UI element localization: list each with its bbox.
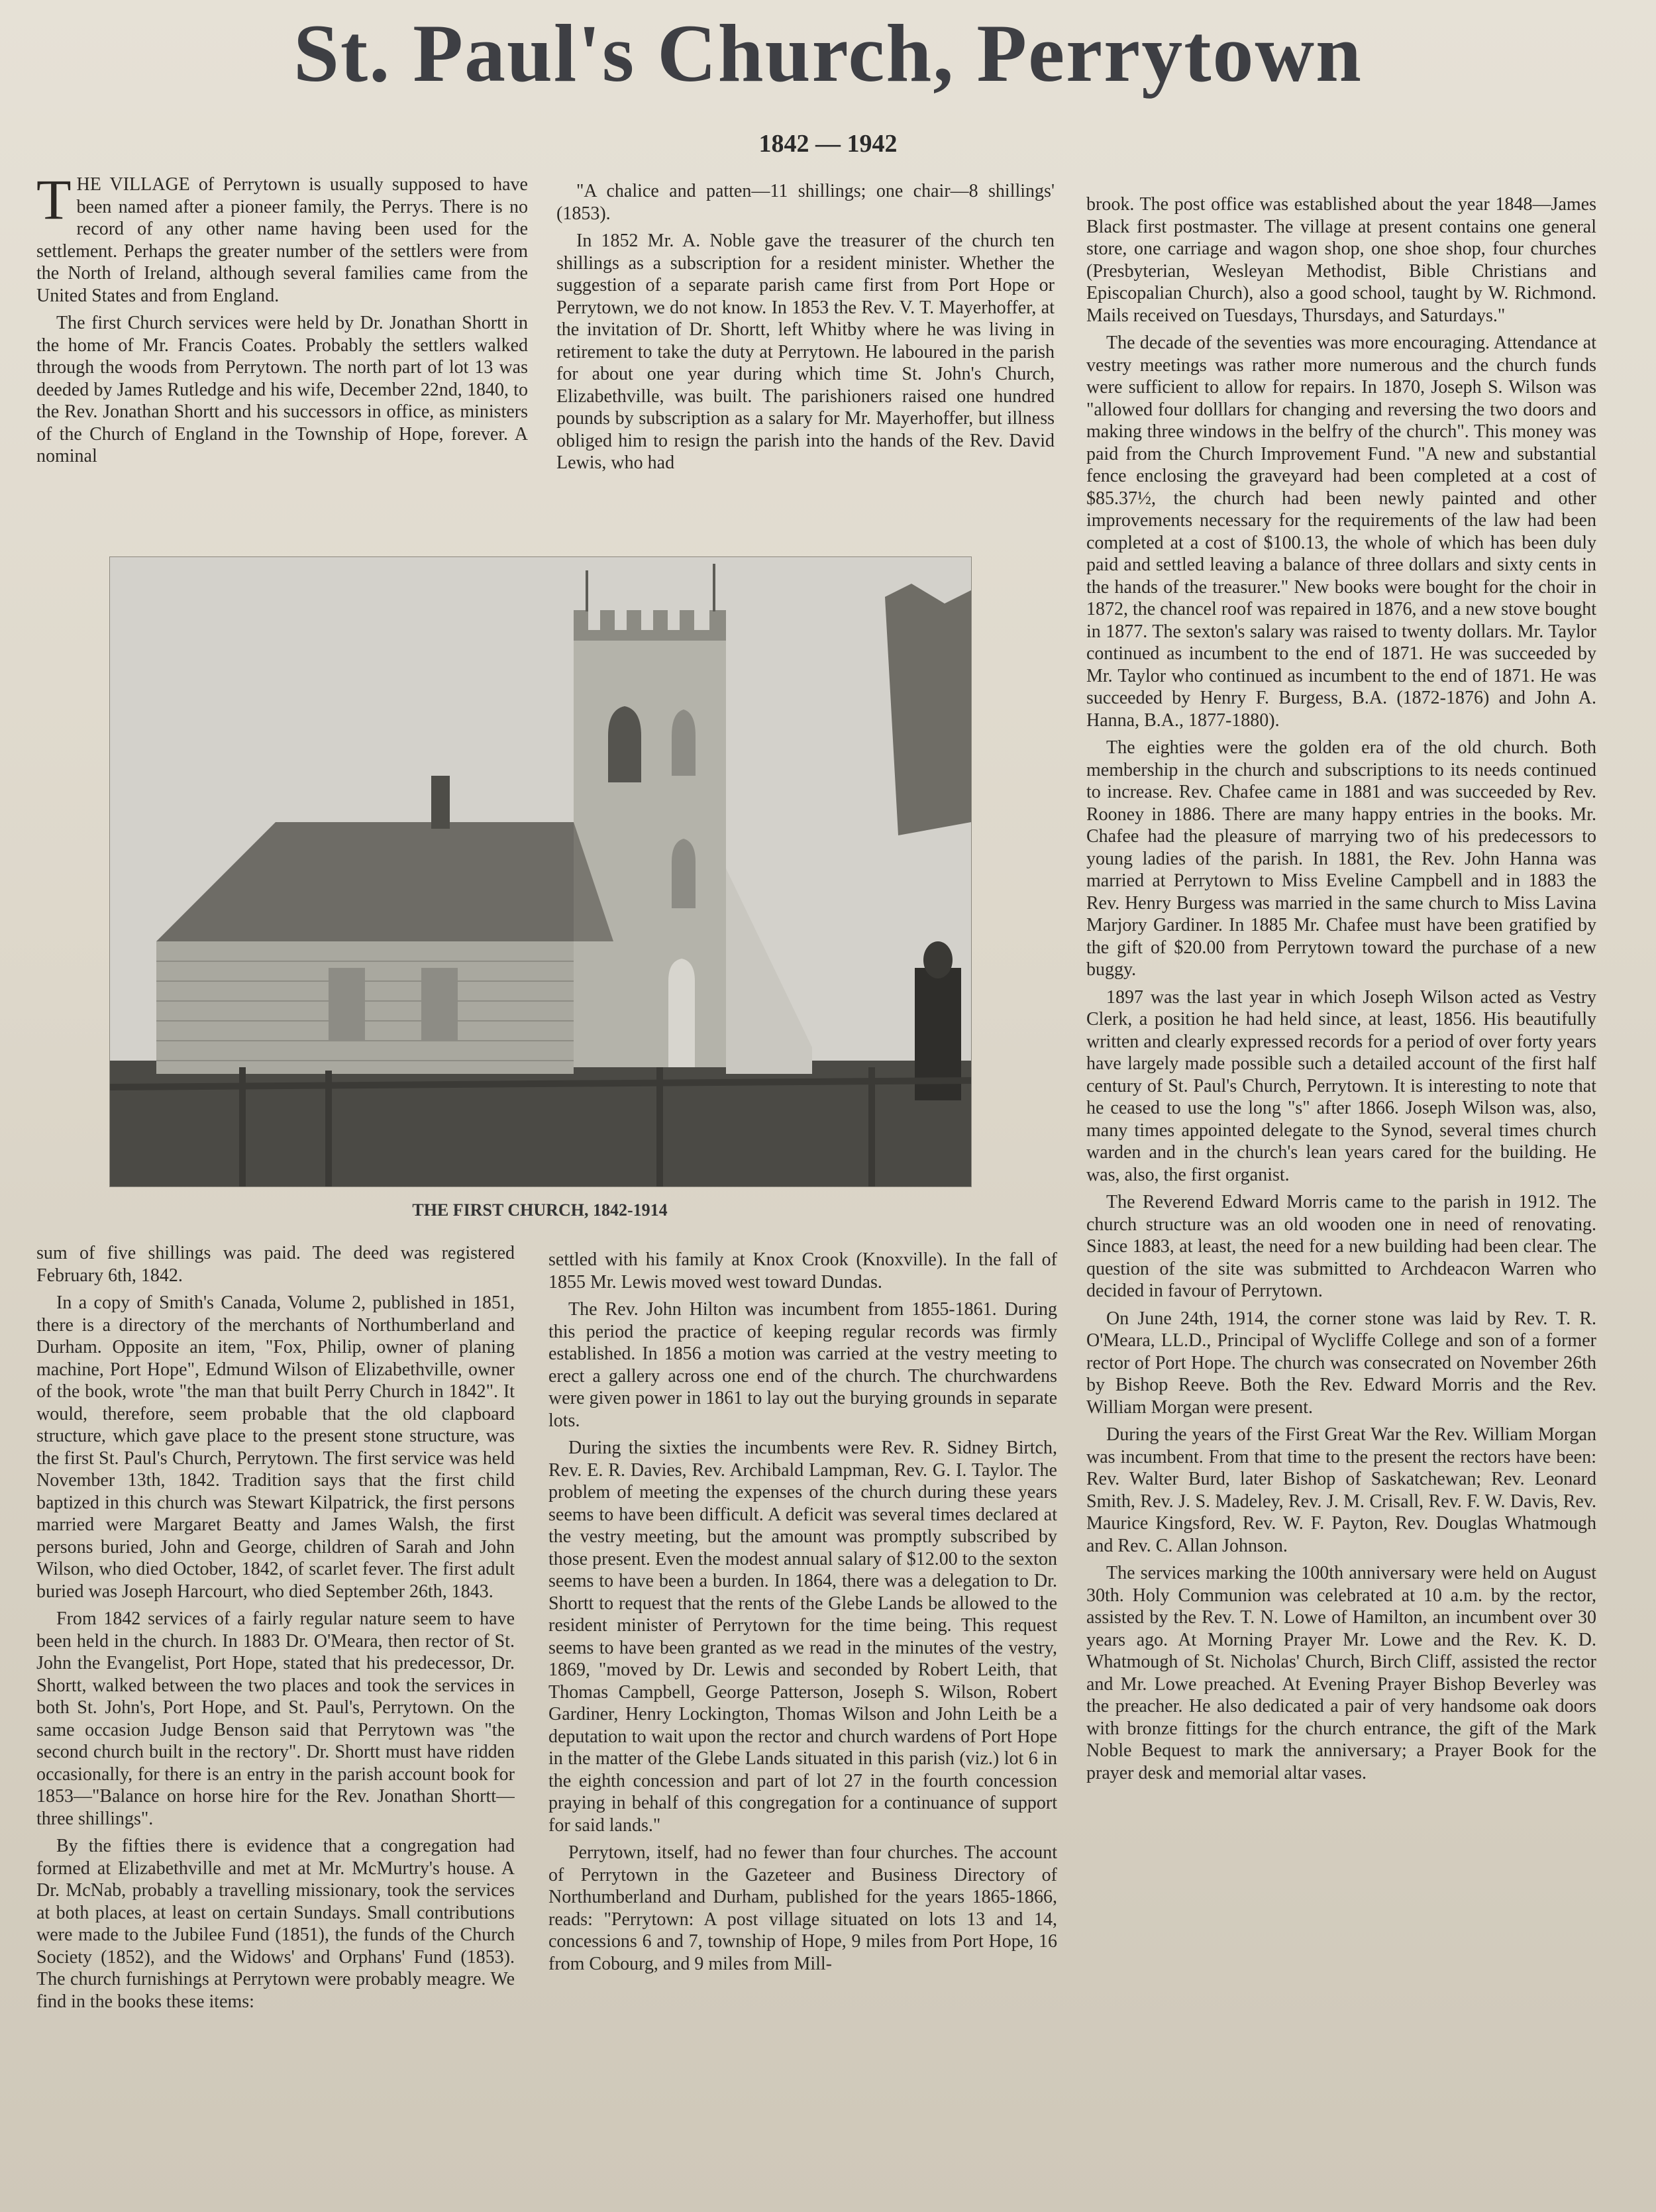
church-illustration xyxy=(110,557,971,1186)
paragraph-text: "A chalice and patten—11 shillings; one chair—8 shillings' (1853). xyxy=(556,181,1055,224)
paragraph-text: sum of five shillings was paid. The deed was registered February 6th, 1842. xyxy=(36,1243,515,1286)
column-2-bottom xyxy=(548,1249,1057,2203)
nave-window xyxy=(421,968,458,1041)
column-3 xyxy=(1086,193,1596,2201)
column-2-top xyxy=(556,180,1055,523)
paragraph-text: The eighties were the golden era of the old church. Both membership in the church and subscriptions to its needs continued to increase. Rev. Chafee came in 1881 and was succeeded by Rev. Rooney in 1886. There are many happy entries in the books. Mr. Chafee had the pleasure of marrying two of his predecessors to young ladies of the parish. In 1881, the Rev. John Hanna was married at Perrytown to Miss Eveline Campbell and in 1883 the Rev. Henry Burgess was married in the same church to Miss Lavina Marjory Gardiner. In 1885 Mr. Chafee must have been gratified by the gift of $20.00 from Perrytown toward the purchase of a new buggy. xyxy=(1086,737,1596,980)
tower-window xyxy=(608,706,641,782)
article-paragraph xyxy=(556,230,1055,474)
chimney xyxy=(431,776,450,829)
article-paragraph xyxy=(36,1835,515,2013)
paragraph-text: The decade of the seventies was more encouraging. Attendance at vestry meetings was rather more numerous and the church funds were sufficient to allow for repairs. In 1870, Joseph S. Wilson was "allowed four dolllars for changing and reversing the two doors and making three windows in the belfry of the church". This money was paid from the Church Improvement Fund. "A new and substantial fence enclosing the graveyard had been completed at a cost of $85.37½, the church had been newly painted and other improvements necessary for the requirements of the law had been completed at a cost of $100.13, the whole of which has been duly paid and settled leaving a balance of three dollars and sixty cents in the hands of the treasurer." New books were bought for the choir in 1872, the chancel roof was repaired in 1876, and a new stove bought in 1877. The sexton's salary was raised to twenty dollars. Mr. Taylor continued as incumbent to the end of 1871. He was succeeded by Mr. Taylor who continued as incumbent to the end of 1871. He was succeeded by Henry F. Burgess, B.A. (1872-1876) and John A. Hanna, B.A., 1877-1880). xyxy=(1086,333,1596,731)
church-tower xyxy=(574,630,726,1067)
paragraph-text: During the years of the First Great War the Rev. William Morgan was incumbent. From that time to the present the rectors have been: Rev. Walter Burd, later Bishop of Saskatchewan; Rev. Leonard Smith, Rev. J. S. Madeley, Rev. J. M. Crisall, Rev. F. W. Davis, Rev. Maurice Kingsford, Rev. W. F. Payton, Rev. Douglas Whatmough and Rev. C. Allan Johnson. xyxy=(1086,1424,1596,1556)
paragraph-text: Perrytown, itself, had no fewer than four churches. The account of Perrytown in the Gazeteer and Business Directory of Northumberland and Durham, published for the years 1865-1866, reads: "Perrytown: A post village situated on lots 13 and 14, concessions 6 and 7, township of Hope, 9 miles from Port Hope, 16 from Cobourg, and 9 miles from Mill- xyxy=(548,1842,1057,1974)
article-paragraph xyxy=(1086,193,1596,327)
article-paragraph xyxy=(548,1298,1057,1432)
page-title: St. Paul's Church, Perrytown xyxy=(293,8,1363,99)
paragraph-text: On June 24th, 1914, the corner stone was laid by Rev. T. R. O'Meara, LL.D., Principal of Wycliffe College and son of a former rector of Port Hope. The church was consecrated on November 26th by Bishop Reeve. Both the Rev. Edward Morris and the Rev. William Morgan were present. xyxy=(1086,1308,1596,1418)
paragraph-text: In a copy of Smith's Canada, Volume 2, published in 1851, there is a directory of the merchants of Northumberland and Durham. Opposite an item, "Fox, Philip, owner of planing machine, Port Hope", Edmund Wilson of Elizabethville, owner of the book, wrote "the man that built Perry Church in 1842". It would, therefore, seem probable that the old clapboard structure, which gave place to the present stone structure, was the first St. Paul's Church, Perrytown. The first service was held November 13th, 1842. Tradition says that the first child baptized in this church was Stewart Kilpatrick, the first persons married were Margaret Beatty and James Walsh, the first persons buried, John and George, children of Sarah and John Wilson, who died October, 1842, of scarlet fever. The first adult buried was Joseph Harcourt, who died September 26th, 1843. xyxy=(36,1292,515,1602)
article-paragraph xyxy=(36,312,528,468)
tower-door xyxy=(668,959,695,1067)
article-paragraph xyxy=(1086,332,1596,731)
paragraph-text: brook. The post office was established about the year 1848—James Black first postmaster. The village at present contains one general store, one carriage and wagon shop, one shoe shop, four churches (Presbyterian, Wesleyan Methodist, Bible Christians and Episcopalian Church), also a good school, taught by W. Richmond. Mails received on Tuesdays, Thursdays, and Saturdays." xyxy=(1086,194,1596,326)
tree-shadow xyxy=(885,584,971,835)
article-paragraph xyxy=(548,1842,1057,1975)
paragraph-text: By the fifties there is evidence that a congregation had formed at Elizabethville and met at Mr. McMurtry's house. A Dr. McNab, probably a travelling missionary, took the services at both places, at least on certain Sundays. Small contributions were made to the Jubilee Fund (1851), the funds of the Church Society (1852), and the Widows' and Orphans' Fund (1853). The church furnishings at Perrytown were probably meagre. We find in the books these items: xyxy=(36,1836,515,2012)
article-paragraph xyxy=(1086,1308,1596,1419)
drop-cap: T xyxy=(36,174,72,231)
article-paragraph xyxy=(1086,1562,1596,1784)
article-paragraph xyxy=(36,1292,515,1603)
paragraph-text: The services marking the 100th anniversary were held on August 30th. Holy Communion was celebrated at 10 a.m. by the rector, assisted by the Rev. T. N. Lowe of Hamilton, an incumbent over 30 years ago. At Morning Prayer Mr. Lowe and the Rev. K. D. Whatmough of St. Nicholas' Church, Birch Cliff, assisted the rector and Mr. Lowe preached. At Evening Prayer Bishop Beverley was the preacher. He also dedicated a pair of very handsome oak doors with bronze fittings for the church entrance, the gift of the Mark Noble Bequest to mark the anniversary; a Prayer Book for the prayer desk and memorial altar vases. xyxy=(1086,1563,1596,1783)
column-1-top xyxy=(36,174,528,523)
photo-caption: THE FIRST CHURCH, 1842-1914 xyxy=(412,1200,668,1220)
article-paragraph xyxy=(1086,1424,1596,1557)
article-paragraph xyxy=(36,174,528,307)
article-paragraph xyxy=(556,180,1055,225)
article-paragraph xyxy=(36,1608,515,1830)
paragraph-text: 1897 was the last year in which Joseph Wilson acted as Vestry Clerk, a position he had held since, at least, 1856. His beautifully written and clearly expressed records for a period of over forty years have largely made possible such a detailed account of the first half century of St. Paul's Church, Perrytown. It is interesting to note that he ceased to use the long "s" after 1866. Joseph Wilson was, also, many times appointed delegate to the Synod, several times church warden and in the church's lean years cared for the building. He was, also, the first organist. xyxy=(1086,986,1596,1185)
paragraph-text: During the sixties the incumbents were Rev. R. Sidney Birtch, Rev. E. R. Davies, Rev. Archibald Lampman, Rev. G. I. Taylor. The problem of meeting the expenses of the church during these years seems to have been difficult. A deficit was several times declared at the vestry meeting, but the amount was promptly subscribed by those present. Even the modest annual salary of $12.00 to the sexton seems to have been a burden. In 1864, there was a delegation to Dr. Shortt to request that the rents of the Glebe Lands be allowed to the resident minister of Perrytown for the time being. This request seems to have been granted as we read in the minutes of the vestry, 1869, "moved by Dr. Lewis and seconded by Robert Leith, that Thomas Campbell, George Patterson, Joseph S. Wilson, Robert Gardiner, Henry Lockington, Thomas Wilson and John Leith be a deputation to wait upon the rector and church wardens of Port Hope in the matter of the Glebe Lands situated in this parish (viz.) lot 6 in the eighth concession and part of lot 27 in the fourth concession praying in behalf of this congregation for a continuance of support for said lands." xyxy=(548,1438,1057,1836)
church-photo xyxy=(109,556,972,1187)
nave-window xyxy=(329,968,365,1041)
column-1-bottom xyxy=(36,1242,515,2203)
paragraph-text: The Rev. John Hilton was incumbent from 1855-1861. During this period the practice of keeping regular records was firmly established. In 1856 a motion was carried at the vestry meeting to erect a gallery across one end of the church. The churchwardens were given power in 1861 to lay out the burying grounds in separate lots. xyxy=(548,1299,1057,1431)
article-paragraph xyxy=(36,1242,515,1287)
article-paragraph xyxy=(548,1437,1057,1836)
paragraph-text: settled with his family at Knox Crook (Knoxville). In the fall of 1855 Mr. Lewis moved west toward Dundas. xyxy=(548,1249,1057,1292)
date-range: 1842 — 1942 xyxy=(758,130,898,158)
article-paragraph xyxy=(548,1249,1057,1293)
paragraph-text: of Perrytown is usually supposed to have been named after a pioneer family, the Perrys. There is no record of any other name having been used for the settlement. Perhaps the greater number of the settlers were from the North of Ireland, although several families came from the United States and from England. xyxy=(36,174,528,306)
paragraph-text: From 1842 services of a fairly regular nature seem to have been held in the church. In 1883 Dr. O'Meara, then rector of St. John the Evangelist, Port Hope, stated that his predecessor, Dr. Shortt, walked between the two places and took the services in both St. John's, Port Hope, and St. Paul's, Perrytown. On the same occasion Judge Benson said that Perrytown was "the second church built in the rectory". Dr. Shortt must have ridden occasionally, for there is an entry in the parish account book for 1853—"Balance on horse hire for the Rev. Jonathan Shortt—three shillings". xyxy=(36,1608,515,1829)
article-paragraph xyxy=(1086,737,1596,981)
lead-in: HE VILLAGE xyxy=(76,174,190,195)
paragraph-text: The first Church services were held by Dr. Jonathan Shortt in the home of Mr. Francis Coates. Probably the settlers walked through the woods from Perrytown. The north part of lot 13 was deeded by James Rutledge and his wife, December 22nd, 1840, to the Rev. Jonathan Shortt and his successors in office, as ministers of the Church of England in the Township of Hope, forever. A nominal xyxy=(36,313,528,466)
article-paragraph xyxy=(1086,986,1596,1186)
paragraph-text: In 1852 Mr. A. Noble gave the treasurer of the church ten shillings as a subscription for a resident minister. Whether the suggestion of a separate parish came first from Port Hope or Perrytown, we do not know. In 1853 the Rev. V. T. Mayerhoffer, at the invitation of Dr. Shortt, left Whitby where he was living in retirement to take the duty at Perrytown. He laboured in the parish for about one year during which time St. John's Church, Elizabethville, was built. The parishioners raised one hundred pounds by subscription as a salary for Mr. Mayerhoffer, but illness obliged him to resign the parish into the hands of the Rev. David Lewis, who had xyxy=(556,231,1055,473)
paragraph-text: The Reverend Edward Morris came to the parish in 1912. The church structure was an old wooden one in need of renovating. Since 1883, at least, the need for a new building had been clear. The question of the site was submitted to Archdeacon Warren who decided in favour of Perrytown. xyxy=(1086,1192,1596,1301)
article-paragraph xyxy=(1086,1191,1596,1302)
